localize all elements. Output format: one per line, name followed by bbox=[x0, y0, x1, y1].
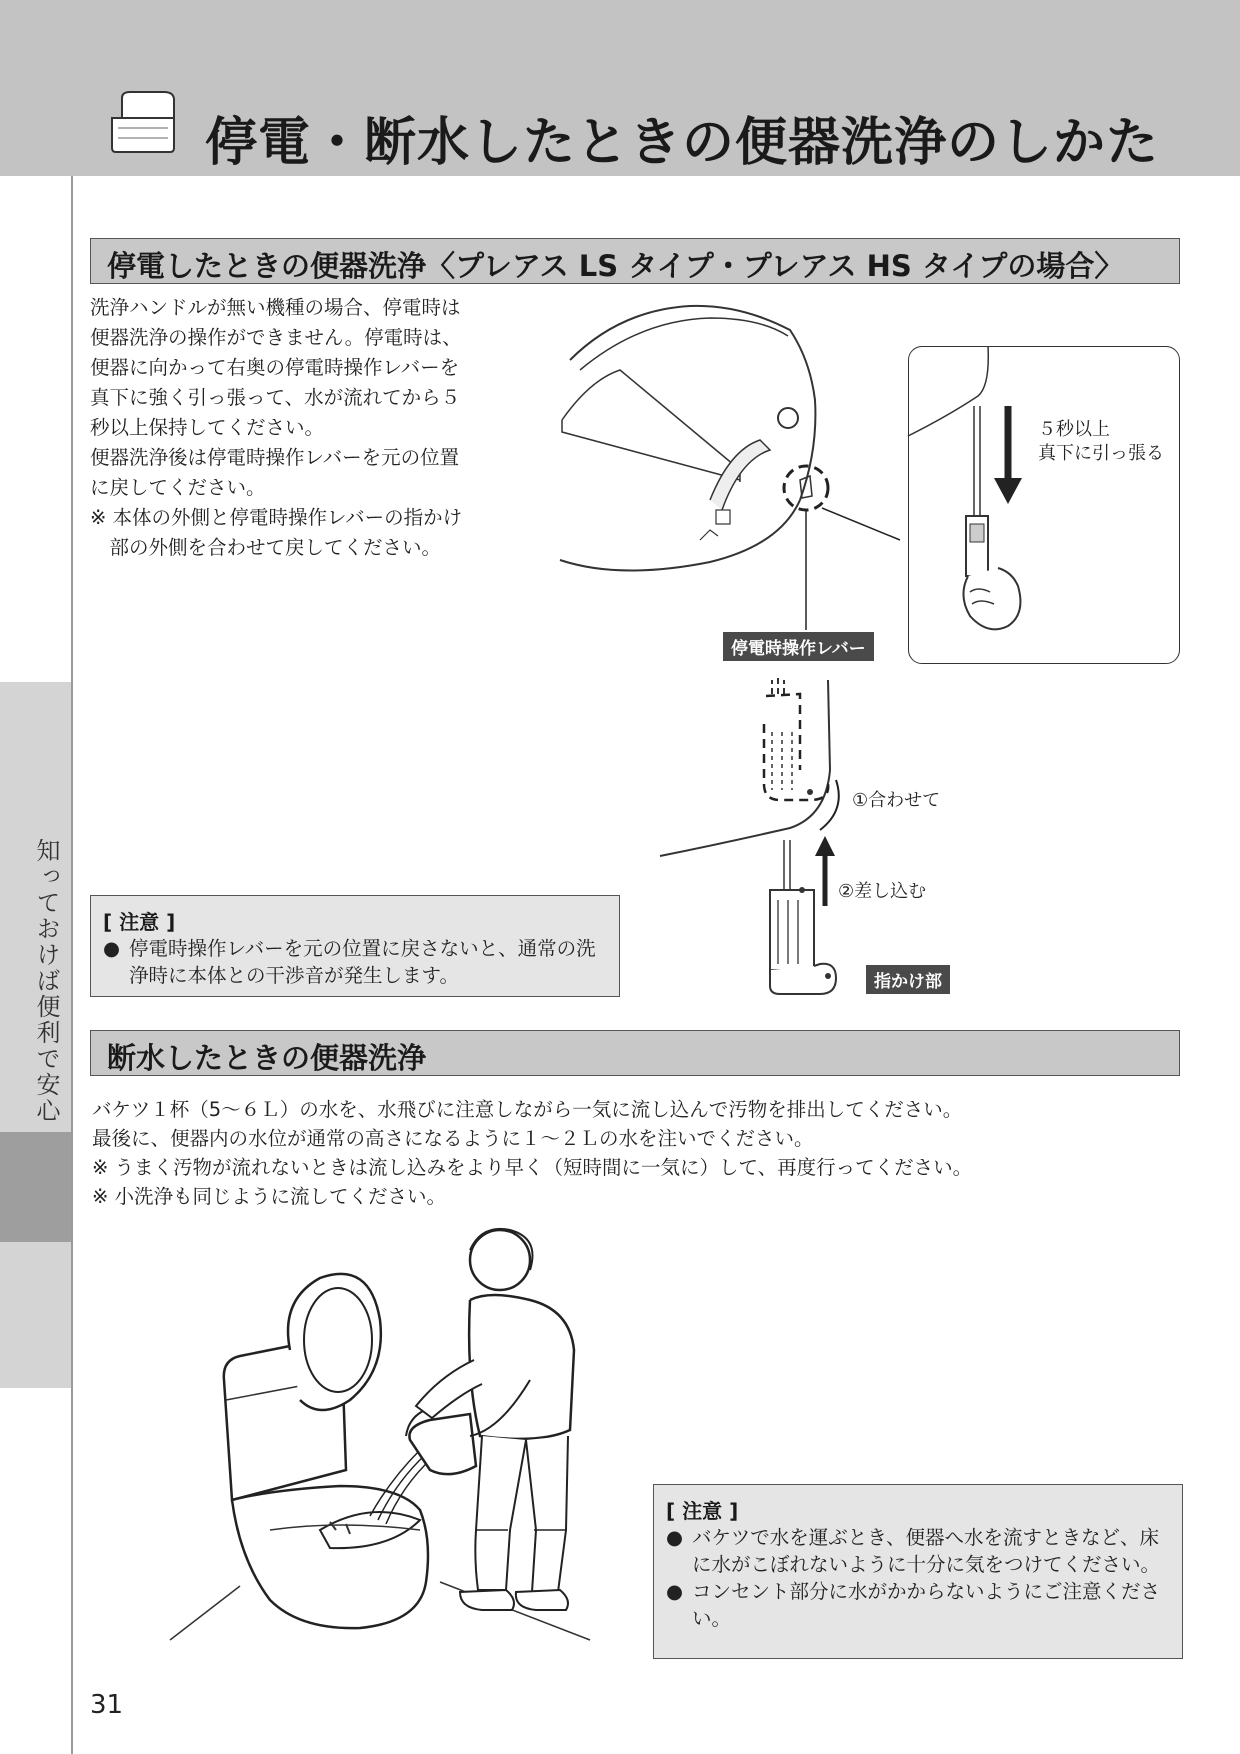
section-heading-power-outage bbox=[90, 238, 1180, 284]
caution-item bbox=[666, 1524, 1170, 1578]
caution-text: コンセント部分に水がかからないようにご注意ください。 bbox=[692, 1580, 1161, 1630]
body-line: ※ うまく汚物が流れないときは流し込みをより早く（短時間に一気に）して、再度行ってください。 bbox=[92, 1156, 973, 1179]
note-line: ※ 本体の外側と停電時操作レバーの指かけ bbox=[90, 506, 463, 529]
body-line: 便器に向かって右奥の停電時操作レバーを bbox=[90, 356, 460, 379]
caution-box-water-outage bbox=[653, 1484, 1183, 1659]
inset-caption-line: 真下に引っ張る bbox=[1038, 443, 1164, 464]
body-line: 便器洗浄後は停電時操作レバーを元の位置 bbox=[90, 446, 460, 469]
body-line: に戻してください。 bbox=[90, 476, 266, 499]
body-line: 真下に強く引っ張って、水が流れてから５ bbox=[90, 386, 461, 409]
note-line: 部の外側を合わせて戻してください。 bbox=[90, 536, 442, 559]
body-line: 便器洗浄の操作ができません。停電時は、 bbox=[90, 326, 462, 349]
bullet-icon: ● bbox=[666, 1526, 684, 1549]
caution-text: 停電時操作レバーを元の位置に戻さないと、通常の洗浄時に本体との干渉音が発生します。 bbox=[129, 937, 596, 987]
body-line: ※ 小洗浄も同じように流してください。 bbox=[92, 1185, 447, 1208]
page-title: 停電・断水したときの便器洗浄のしかた bbox=[205, 113, 1160, 173]
section-heading-water-outage bbox=[90, 1030, 1180, 1076]
bullet-icon: ● bbox=[103, 937, 121, 960]
side-tab-lower bbox=[0, 1242, 71, 1388]
side-tab-marker bbox=[0, 1132, 71, 1242]
caution-item bbox=[103, 935, 609, 989]
body-line: バケツ１杯（5～６Ｌ）の水を、水飛びに注意しながら一気に流し込んで汚物を排出してください。 bbox=[92, 1098, 963, 1121]
bullet-icon: ● bbox=[666, 1580, 684, 1603]
water-outage-instructions bbox=[92, 1095, 972, 1211]
side-tab-label: 知っておけば便利で安心 bbox=[32, 838, 60, 1124]
lever-reinstall-illustration bbox=[660, 680, 860, 1000]
lever-pull-illustration bbox=[908, 346, 1180, 664]
caution-item bbox=[666, 1578, 1170, 1632]
caution-title: [ 注意 ] bbox=[103, 910, 176, 934]
body-line: 洗浄ハンドルが無い機種の場合、停電時は bbox=[90, 296, 461, 319]
lever-label: 停電時操作レバー bbox=[723, 632, 874, 661]
inset-caption bbox=[1038, 418, 1164, 466]
power-outage-instructions bbox=[90, 293, 462, 503]
inset-caption-line: ５秒以上 bbox=[1038, 419, 1110, 440]
toilet-seat-icon bbox=[108, 88, 178, 156]
bucket-pouring-illustration bbox=[170, 1230, 650, 1670]
body-line: 秒以上保持してください。 bbox=[90, 416, 325, 439]
step1-label: ①合わせて bbox=[852, 790, 941, 811]
body-line: 最後に、便器内の水位が通常の高さになるように１～２Ｌの水を注いでください。 bbox=[92, 1127, 814, 1150]
toilet-side-illustration bbox=[560, 300, 880, 580]
finger-grip-label: 指かけ部 bbox=[866, 965, 950, 994]
caution-title: [ 注意 ] bbox=[666, 1499, 739, 1523]
page-number: 31 bbox=[90, 1690, 124, 1720]
margin-rule bbox=[71, 176, 73, 1754]
caution-box-power-outage bbox=[90, 895, 620, 997]
section-heading-text: 停電したときの便器洗浄〈プレアス LS タイプ・プレアス HS タイプの場合〉 bbox=[107, 249, 1124, 283]
step2-label: ②差し込む bbox=[838, 881, 927, 902]
caution-text: バケツで水を運ぶとき、便器へ水を流すときなど、床に水がこぼれないように十分に気をつけてください。 bbox=[692, 1526, 1161, 1576]
section-heading-text: 断水したときの便器洗浄 bbox=[107, 1041, 427, 1075]
power-outage-note bbox=[90, 503, 462, 563]
